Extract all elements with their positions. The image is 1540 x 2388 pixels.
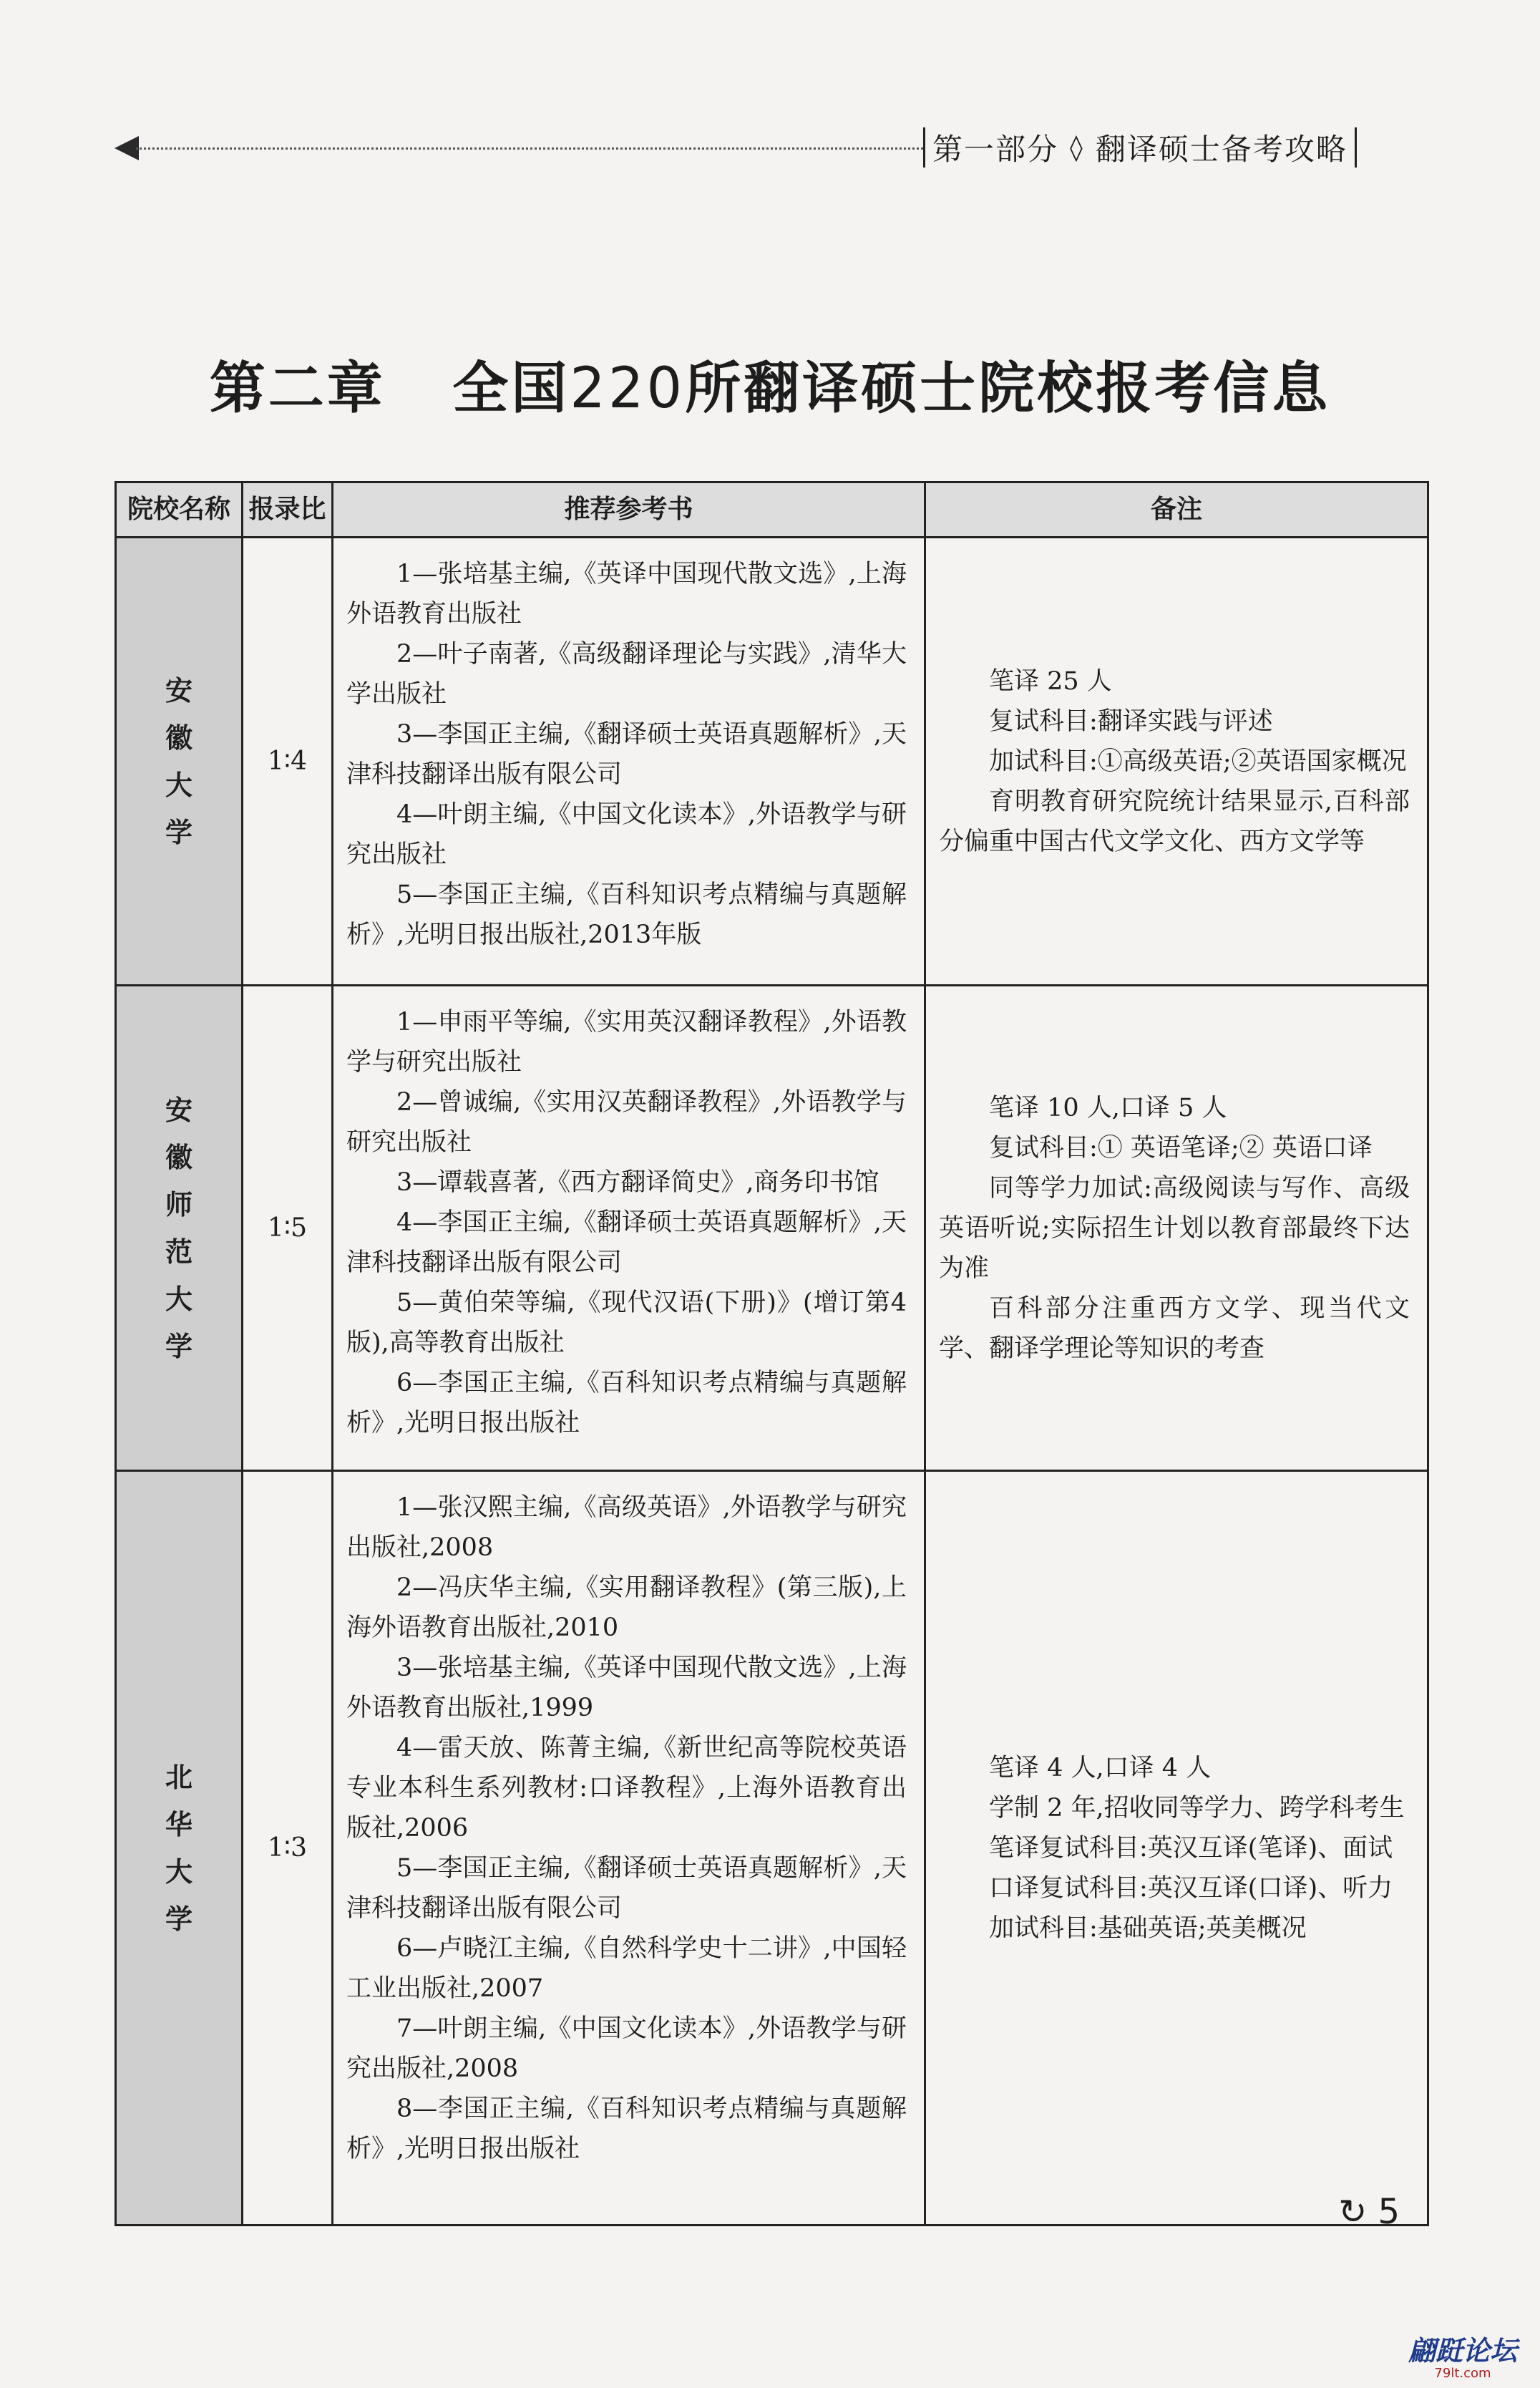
chapter-title xyxy=(0,344,1540,424)
book-entry: 1—张培基主编,《英译中国现代散文选》,上海外语教育出版社 xyxy=(346,560,907,628)
book-entry: 2—曾诚编,《实用汉英翻译教程》,外语教学与研究出版社 xyxy=(346,1088,907,1157)
chapter-number: 220 xyxy=(570,356,686,421)
book-entry: 3—张培基主编,《英译中国现代散文选》,上海外语教育出版社,1999 xyxy=(346,1654,907,1722)
note-entry: 笔译 25 人 xyxy=(989,666,1112,696)
running-header xyxy=(923,126,1357,169)
chapter-lead: 全国 xyxy=(452,356,570,421)
note-entry: 同等学力加试:高级阅读与写作、高级英语听说;实际招生计划以教育部最终下达为准 xyxy=(939,1173,1410,1283)
book-entry: 6—李国正主编,《百科知识考点精编与真题解析》,光明日报出版社 xyxy=(346,1369,907,1437)
ratio-cell: 1∶3 xyxy=(243,1471,333,2226)
ratio-cell: 1∶4 xyxy=(243,538,333,986)
book-entry: 8—李国正主编,《百科知识考点精编与真题解析》,光明日报出版社 xyxy=(346,2095,907,2163)
chapter-prefix: 第二章 xyxy=(209,356,386,421)
school-char: 学 xyxy=(165,1330,192,1362)
watermark-logo-text: 翩跹论坛 xyxy=(1408,2335,1517,2367)
note-entry: 加试科目:①高级英语;②英语国家概况 xyxy=(989,747,1407,776)
school-name-cell xyxy=(116,538,243,986)
school-char: 大 xyxy=(165,1855,192,1888)
book-entry: 4—叶朗主编,《中国文化读本》,外语教学与研究出版社 xyxy=(346,800,907,869)
header-ratio: 报录比 xyxy=(243,482,333,538)
school-char: 华 xyxy=(165,1808,192,1840)
book-entry: 3—李国正主编,《翻译硕士英语真题解析》,天津科技翻译出版有限公司 xyxy=(346,720,907,789)
header-part: 第一部分 xyxy=(932,132,1059,167)
book-entry: 2—冯庆华主编,《实用翻译教程》(第三版),上海外语教育出版社,2010 xyxy=(346,1573,907,1642)
book-entry: 7—叶朗主编,《中国文化读本》,外语教学与研究出版社,2008 xyxy=(346,2014,907,2083)
watermark-url: 79lt.com xyxy=(1434,2366,1491,2381)
page-number xyxy=(1338,2192,1400,2232)
chapter-rest: 所翻译硕士院校报考信息 xyxy=(685,356,1331,421)
header-books: 推荐参考书 xyxy=(333,482,925,538)
book-entry: 5—李国正主编,《翻译硕士英语真题解析》,天津科技翻译出版有限公司 xyxy=(346,1854,907,1923)
book-entry: 2—叶子南著,《高级翻译理论与实践》,清华大学出版社 xyxy=(346,640,907,709)
school-char: 大 xyxy=(165,1283,192,1315)
books-cell xyxy=(333,986,925,1471)
header-notes: 备注 xyxy=(925,482,1428,538)
watermark-logo xyxy=(1391,2335,1534,2382)
book-entry: 4—雷天放、陈菁主编,《新世纪高等院校英语专业本科生系列教材:口译教程》,上海外语教育出版社,2006 xyxy=(346,1734,907,1843)
header-separator-icon: ◊ xyxy=(1070,132,1084,162)
school-char: 学 xyxy=(165,816,192,848)
table-row xyxy=(116,538,1428,986)
school-char: 范 xyxy=(165,1236,192,1268)
table-row xyxy=(116,1471,1428,2226)
book-entry: 3—谭载喜著,《西方翻译简史》,商务印书馆 xyxy=(396,1168,879,1197)
school-char: 徽 xyxy=(165,1141,192,1173)
header-school: 院校名称 xyxy=(116,482,243,538)
book-entry: 5—李国正主编,《百科知识考点精编与真题解析》,光明日报出版社,2013年版 xyxy=(346,880,907,949)
school-char: 学 xyxy=(165,1903,192,1935)
page-number-value: 5 xyxy=(1378,2192,1400,2232)
header-left-bar xyxy=(923,127,925,168)
table-row xyxy=(116,986,1428,1471)
note-entry: 学制 2 年,招收同等学力、跨学科考生 xyxy=(989,1793,1405,1822)
school-char: 安 xyxy=(165,674,192,707)
note-entry: 复试科目:① 英语笔译;② 英语口译 xyxy=(989,1133,1373,1163)
header-right-bar xyxy=(1355,127,1357,168)
notes-cell xyxy=(925,1471,1428,2226)
notes-cell xyxy=(925,986,1428,1471)
note-entry: 育明教育研究院统计结果显示,百科部分偏重中国古代文学文化、西方文学等 xyxy=(939,787,1410,856)
book-entry: 5—黄伯荣等编,《现代汉语(下册)》(增订第4版),高等教育出版社 xyxy=(346,1288,907,1357)
school-name-cell xyxy=(116,1471,243,2226)
school-name-cell xyxy=(116,986,243,1471)
school-info-table xyxy=(114,481,1429,2226)
note-entry: 笔译 10 人,口译 5 人 xyxy=(989,1093,1227,1122)
note-entry: 笔译复试科目:英汉互译(笔译)、面试 xyxy=(989,1833,1393,1863)
header-dotted-rule xyxy=(136,147,923,150)
book-entry: 1—申雨平等编,《实用英汉翻译教程》,外语教学与研究出版社 xyxy=(346,1008,907,1077)
books-cell xyxy=(333,1471,925,2226)
book-entry: 6—卢晓江主编,《自然科学史十二讲》,中国轻工业出版社,2007 xyxy=(346,1934,907,2003)
book-entry: 4—李国正主编,《翻译硕士英语真题解析》,天津科技翻译出版有限公司 xyxy=(346,1208,907,1277)
school-char: 大 xyxy=(165,769,192,801)
ratio-cell: 1∶5 xyxy=(243,986,333,1471)
table-header-row xyxy=(116,482,1428,538)
school-char: 徽 xyxy=(165,722,192,754)
note-entry: 复试科目:翻译实践与评述 xyxy=(989,707,1273,736)
header-guide: 翻译硕士备考攻略 xyxy=(1095,132,1348,167)
note-entry: 口译复试科目:英汉互译(口译)、听力 xyxy=(989,1873,1393,1903)
books-cell xyxy=(333,538,925,986)
page-number-icon: ↻ xyxy=(1338,2192,1368,2232)
school-char: 安 xyxy=(165,1094,192,1126)
book-entry: 1—张汉熙主编,《高级英语》,外语教学与研究出版社,2008 xyxy=(346,1493,907,1562)
note-entry: 百科部分注重西方文学、现当代文学、翻译学理论等知识的考查 xyxy=(939,1294,1410,1363)
school-char: 师 xyxy=(165,1188,192,1220)
note-entry: 加试科目:基础英语;英美概况 xyxy=(989,1913,1307,1943)
header-arrow-icon xyxy=(114,136,139,160)
notes-cell xyxy=(925,538,1428,986)
note-entry: 笔译 4 人,口译 4 人 xyxy=(989,1753,1212,1782)
school-char: 北 xyxy=(165,1761,192,1793)
